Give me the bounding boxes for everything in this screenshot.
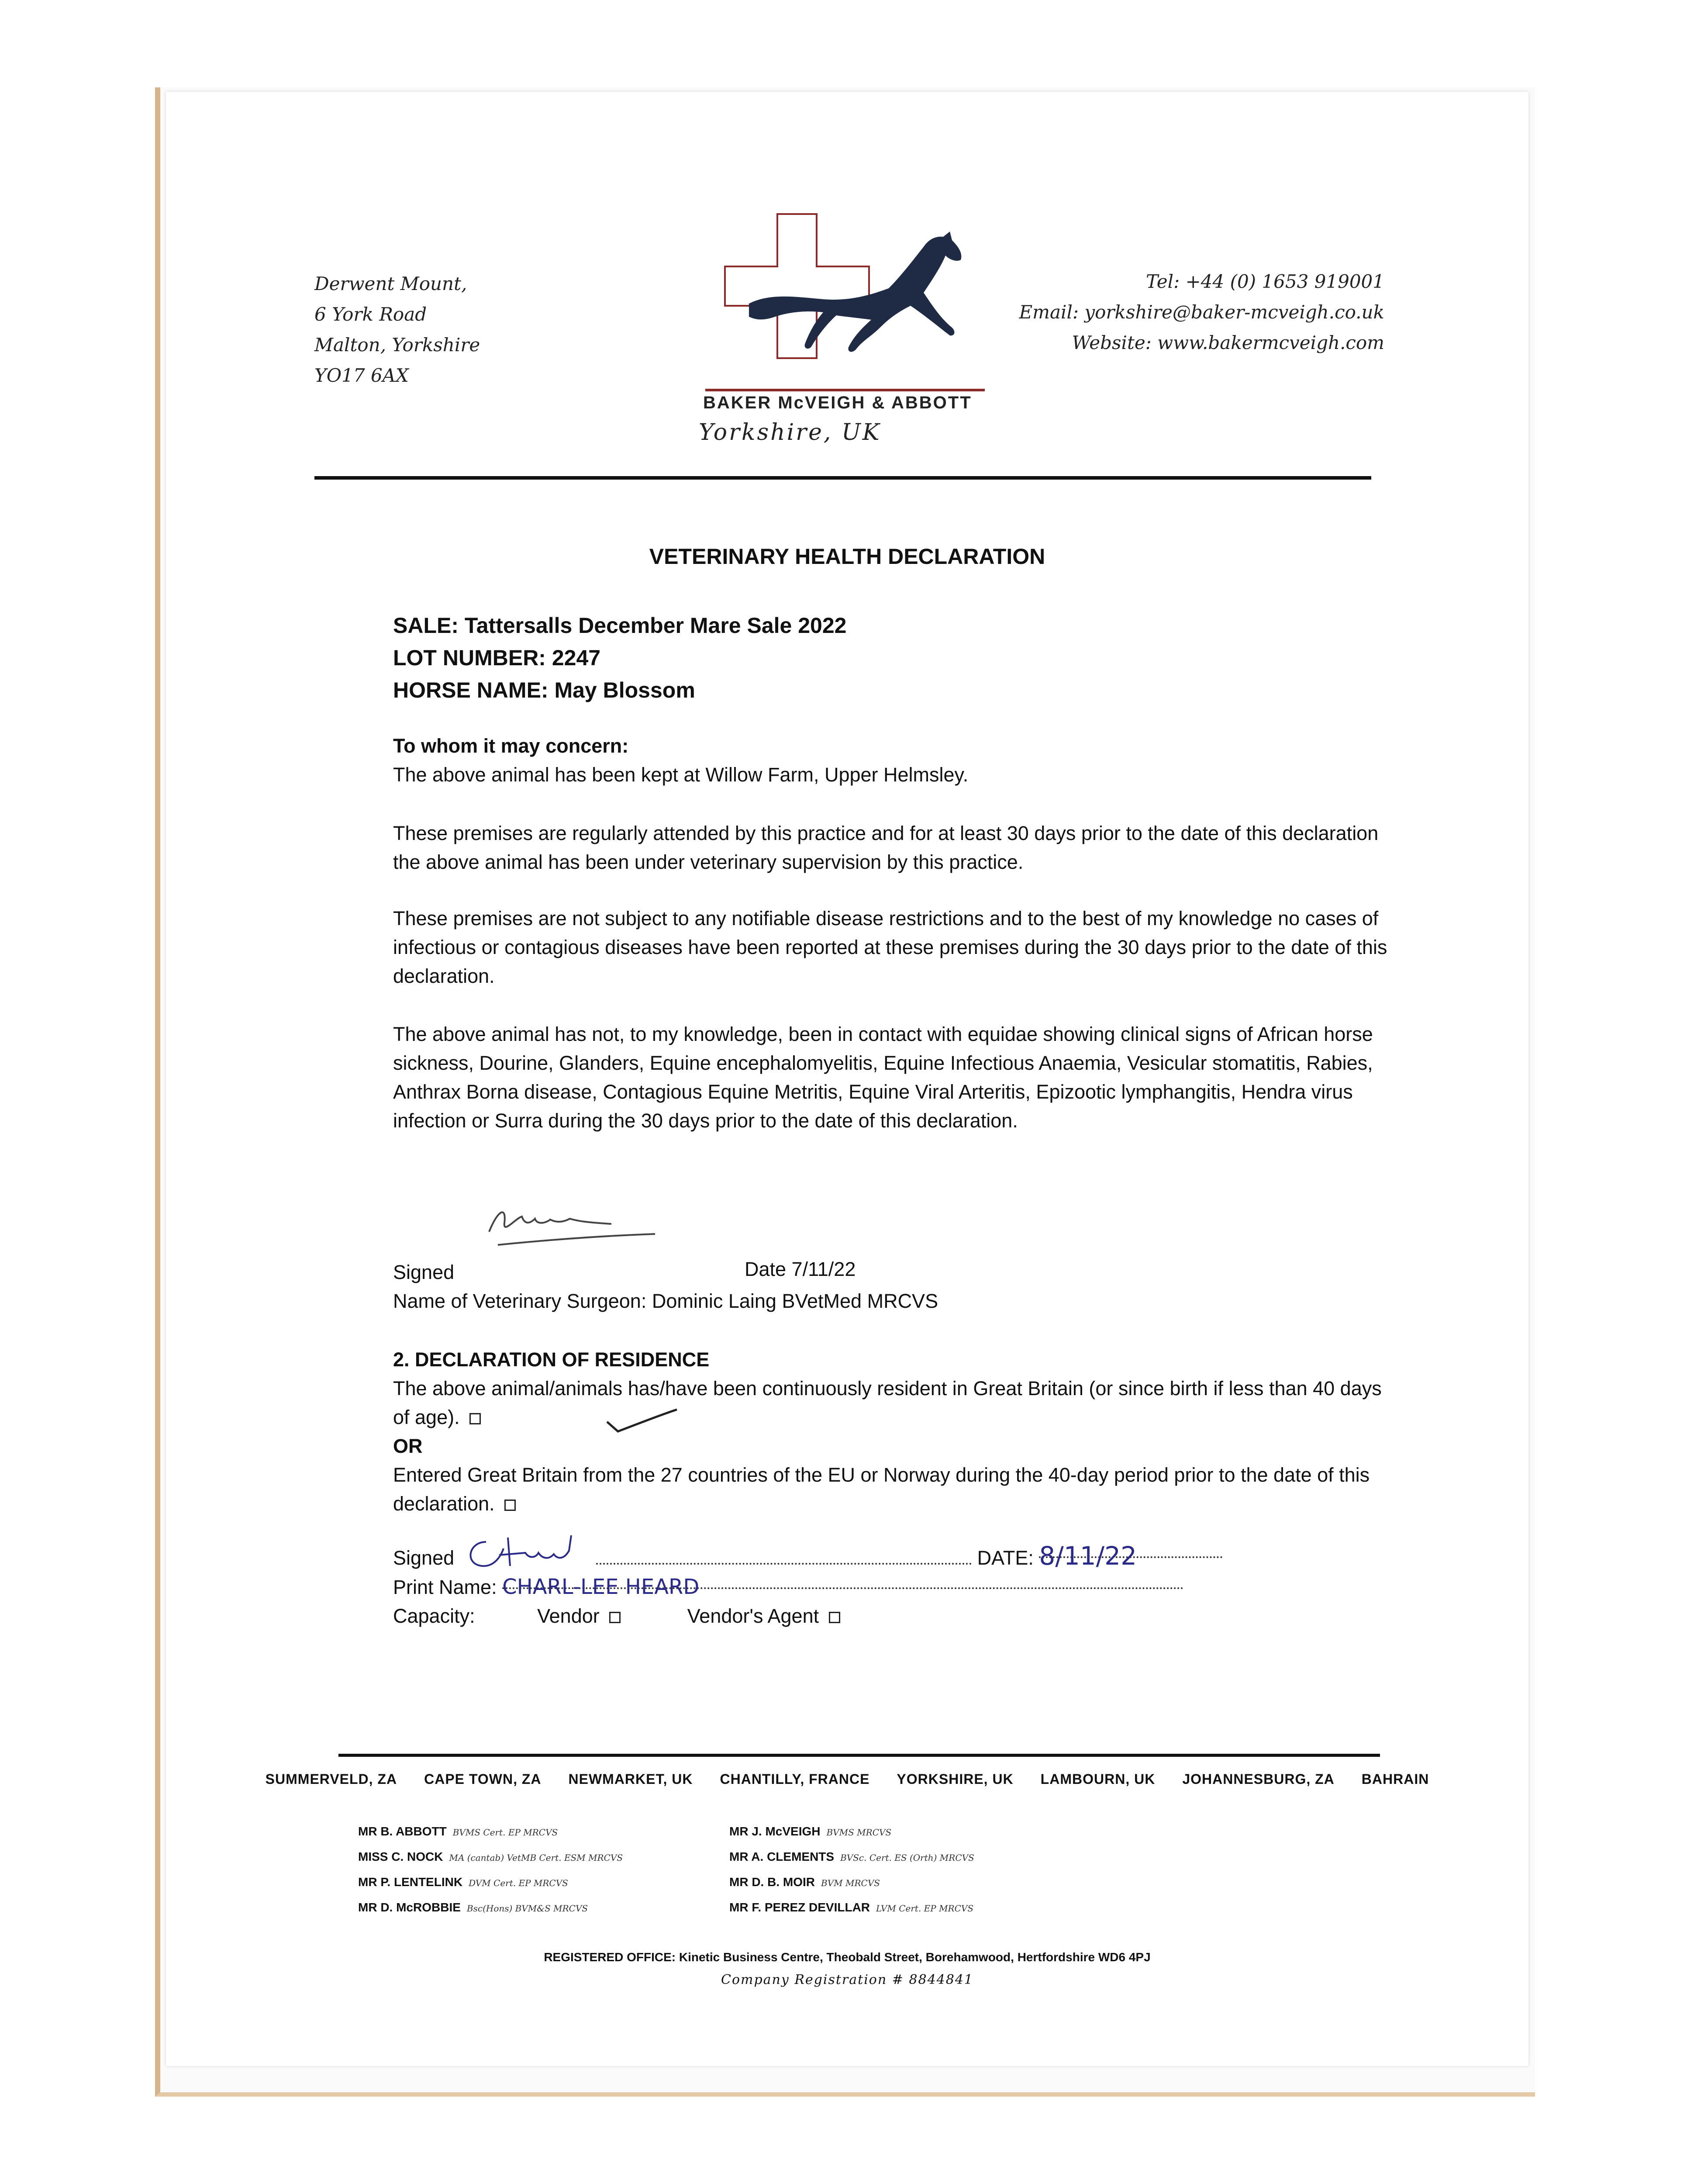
vendor-agent-checkbox[interactable] (829, 1612, 840, 1623)
print-name-row (393, 1572, 1397, 1602)
website-address: Website: www.bakermcveigh.com (1072, 332, 1384, 353)
footer-divider (338, 1754, 1380, 1757)
staff-name: MR P. LENTELINK (358, 1875, 463, 1889)
office-location: NEWMARKET, UK (568, 1771, 693, 1787)
paragraph-supervision: These premises are regularly attended by this practice and for at least 30 days prior to the date of this declaration the above animal has been under veterinary supervision by this practice. (393, 822, 1379, 873)
office-location: JOHANNESBURG, ZA (1182, 1771, 1335, 1787)
print-name-value[interactable]: CHARL-LEE HEARD (502, 1572, 1183, 1589)
contact-details (1019, 266, 1384, 358)
option-text: The above animal/animals has/have been continuously resident in Great Britain (or since birth if less than 40 days of age). (393, 1377, 1382, 1428)
salutation: To whom it may concern: (393, 735, 629, 757)
phone-number: Tel: +44 (0) 1653 919001 (1146, 271, 1384, 292)
header-divider (314, 476, 1371, 480)
signed-label: Signed (393, 1261, 455, 1283)
staff-qualifications: DVM Cert. EP MRCVS (469, 1878, 568, 1888)
staff-entry (729, 1819, 974, 1845)
capacity-row (393, 1602, 1397, 1631)
print-name-label: Print Name: (393, 1576, 497, 1598)
practice-logo (705, 205, 985, 424)
staff-entry (729, 1845, 974, 1870)
staff-qualifications: BVM MRCVS (821, 1878, 880, 1888)
document-title: VETERINARY HEALTH DECLARATION (649, 544, 1045, 569)
firm-region: Yorkshire, UK (699, 419, 881, 446)
staff-entry (729, 1870, 974, 1895)
registered-office: REGISTERED OFFICE: Kinetic Business Centre, Theobald Street, Borehamwood, Hertfordshire WD6 4PJ (544, 1950, 1151, 1964)
staff-entry (729, 1895, 974, 1921)
staff-qualifications: LVM Cert. EP MRCVS (876, 1903, 974, 1914)
staff-name: MR F. PEREZ DEVILLAR (729, 1901, 870, 1914)
staff-qualifications: BVMS Cert. EP MRCVS (452, 1827, 558, 1838)
staff-name: MR A. CLEMENTS (729, 1850, 835, 1863)
address-line: 6 York Road (314, 304, 427, 325)
vendor-checkbox[interactable] (609, 1612, 621, 1623)
logo-rule (705, 389, 985, 391)
staff-entry (358, 1870, 623, 1895)
paragraph-disease-contact: The above animal has not, to my knowledge, been in contact with equidae showing clinical signs of African horse sickness, Dourine, Glanders, Equine encephalomyelitis, Equine Infectious Anaemia, Vesicular stomatitis, Rabies, Anthrax Borna disease, Contagious Equine Metritis, Equine Viral Arteritis, Epizootic lymphangitis, Hendra virus infection or Surra during the 30 days prior to the date of this declaration. (393, 1023, 1373, 1132)
staff-qualifications: Bsc(Hons) BVM&S MRCVS (466, 1903, 588, 1914)
lot-number: LOT NUMBER: 2247 (393, 646, 601, 670)
residence-heading: 2. DECLARATION OF RESIDENCE (393, 1348, 710, 1371)
office-location: CAPE TOWN, ZA (424, 1771, 542, 1787)
staff-list-left (358, 1819, 623, 1921)
staff-name: MR B. ABBOTT (358, 1825, 447, 1838)
paragraph-restrictions: These premises are not subject to any notifiable disease restrictions and to the best of my knowledge no cases of infectious or contagious diseases have been reported at these premises during the 30 days prior to the date of this declaration. (393, 907, 1387, 987)
vendor-agent-option-label: Vendor's Agent (687, 1605, 819, 1627)
paragraph-kept-at (393, 732, 1389, 789)
firm-name: BAKER McVEIGH & ABBOTT (703, 393, 972, 412)
staff-qualifications: BVMS MRCVS (826, 1827, 892, 1838)
cross-outline-icon (725, 214, 869, 358)
document-page (166, 92, 1528, 2066)
office-location: SUMMERVELD, ZA (265, 1771, 397, 1787)
staff-name: MISS C. NOCK (358, 1850, 443, 1863)
vet-sign-block (393, 1258, 1397, 1316)
office-locations (166, 1771, 1528, 1787)
office-location: LAMBOURN, UK (1040, 1771, 1156, 1787)
office-location: YORKSHIRE, UK (897, 1771, 1014, 1787)
sale-name: SALE: Tattersalls December Mare Sale 2022 (393, 613, 847, 638)
capacity-label: Capacity: (393, 1605, 475, 1627)
residence-declaration (393, 1345, 1397, 1518)
staff-name: MR D. B. MOIR (729, 1875, 815, 1889)
residence-option-2 (393, 1461, 1397, 1518)
staff-qualifications: MA (cantab) VetMB Cert. ESM MRCVS (449, 1852, 623, 1863)
or-label: OR (393, 1435, 423, 1457)
vet-name: Name of Veterinary Surgeon: Dominic Laing BVetMed MRCVS (393, 1290, 938, 1312)
address-line: Malton, Yorkshire (314, 334, 480, 356)
signed-row (393, 1533, 1397, 1572)
staff-qualifications: BVSc. Cert. ES (Orth) MRCVS (840, 1852, 974, 1863)
resident-checkbox[interactable] (469, 1413, 481, 1424)
email-address: Email: yorkshire@baker-mcveigh.co.uk (1019, 301, 1384, 323)
staff-entry (358, 1895, 623, 1921)
company-registration: Company Registration # 8844841 (721, 1972, 974, 1987)
vendor-option-label: Vendor (537, 1605, 600, 1627)
office-location: BAHRAIN (1361, 1771, 1429, 1787)
address-line: YO17 6AX (314, 365, 409, 386)
staff-list-right (729, 1819, 974, 1921)
date-label: DATE: (977, 1547, 1034, 1569)
staff-entry (358, 1819, 623, 1845)
staff-name: MR D. McROBBIE (358, 1901, 461, 1914)
residence-sign-lines (393, 1533, 1397, 1631)
paragraph-text: The above animal has been kept at Willow Farm, Upper Helmsley. (393, 764, 969, 786)
staff-entry (358, 1845, 623, 1870)
sale-details (393, 609, 846, 706)
date-value[interactable]: 8/11/22 (1039, 1541, 1222, 1558)
staff-name: MR J. McVEIGH (729, 1825, 821, 1838)
check-mark-icon (603, 1404, 681, 1435)
practice-address (314, 269, 480, 391)
vet-date: Date 7/11/22 (745, 1258, 856, 1280)
signed-label: Signed (393, 1547, 455, 1569)
address-line: Derwent Mount, (314, 273, 467, 294)
horse-name: HORSE NAME: May Blossom (393, 678, 695, 702)
office-location: CHANTILLY, FRANCE (720, 1771, 870, 1787)
residence-option-1 (393, 1374, 1397, 1432)
vet-signature (480, 1192, 673, 1254)
entered-checkbox[interactable] (504, 1500, 516, 1511)
vendor-signature (460, 1533, 591, 1572)
signature-line (596, 1548, 972, 1565)
option-text: Entered Great Britain from the 27 countries of the EU or Norway during the 40-day period prior to the date of this declaration. (393, 1464, 1370, 1515)
